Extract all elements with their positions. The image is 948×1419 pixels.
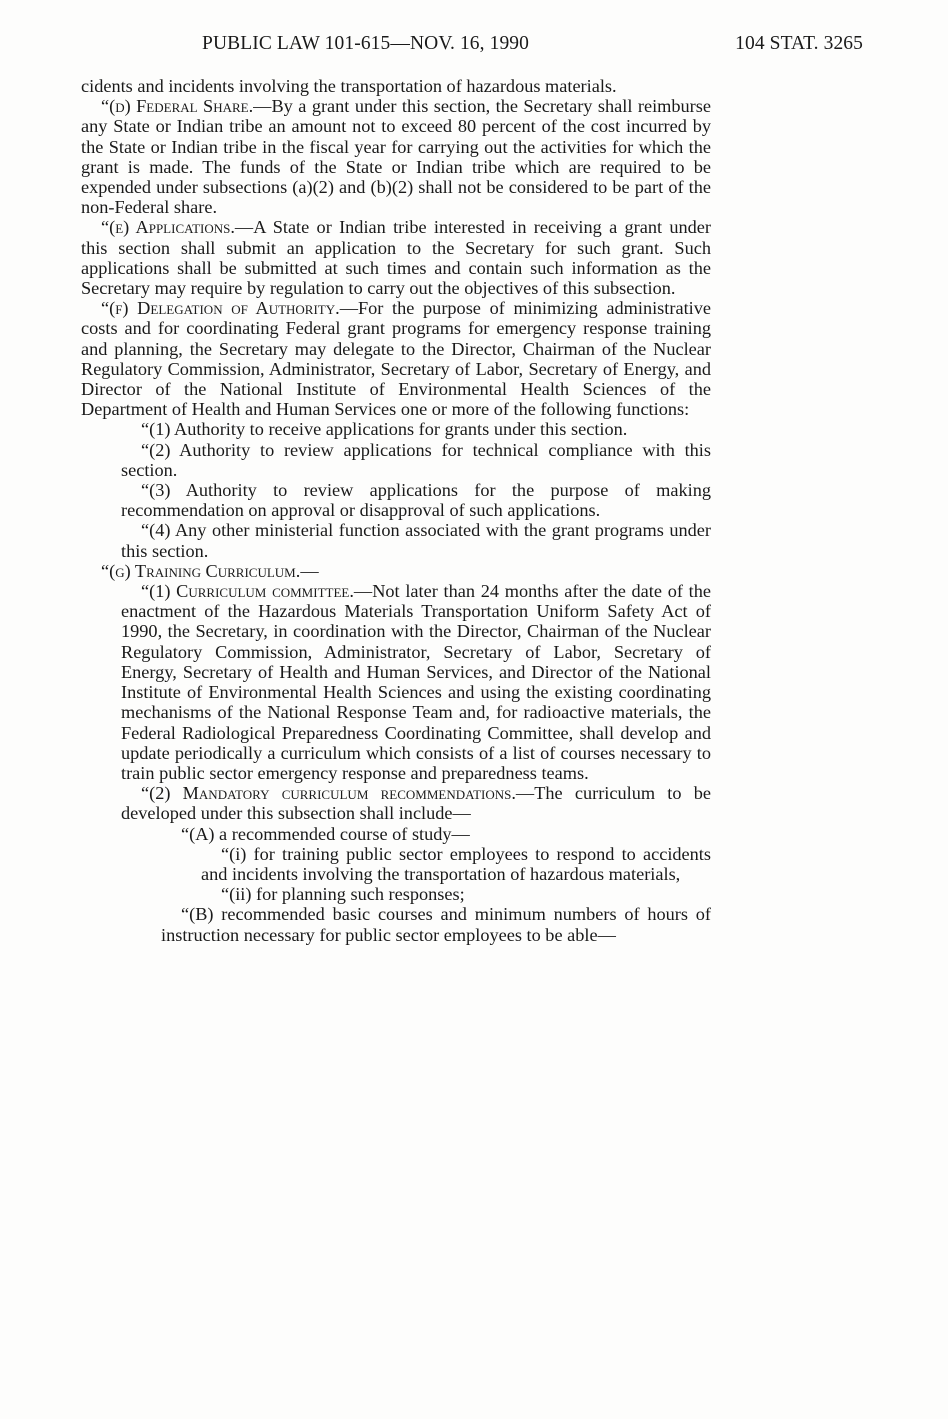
clause-a — [161, 824, 711, 844]
function-item-4 — [121, 520, 711, 560]
paragraph-text: “(4) Any other ministerial function associated with the grant programs under this section. — [121, 520, 711, 561]
paragraph-heading: “(g) Training Curriculum. — [101, 560, 301, 581]
paragraph-heading: “(e) Applications. — [101, 217, 235, 238]
paragraph-text: “(1) Authority to receive applications for grants under this section. — [141, 419, 628, 440]
paragraph-heading: “(d) Federal Share. — [101, 96, 254, 117]
paragraph-text: “(i) for training public sector employees to respond to accidents and incidents involving the transportation of hazardous materials, — [201, 843, 711, 884]
page-header — [0, 33, 948, 59]
paragraph-heading: “(1) Curriculum committee. — [141, 581, 354, 602]
paragraph-training-curriculum — [81, 561, 711, 581]
document-body — [81, 76, 711, 945]
paragraph-curriculum-committee — [121, 581, 711, 783]
paragraph-text: “(A) a recommended course of study— — [181, 823, 470, 844]
paragraph-text: “(2) Authority to review applications for technical compliance with this section. — [121, 439, 711, 480]
function-item-1 — [121, 419, 711, 439]
paragraph-text: “(ii) for planning such responses; — [221, 884, 465, 905]
clause-b — [161, 904, 711, 944]
paragraph-text: —Not later than 24 months after the date of the enactment of the Hazardous Materials Transportation Uniform Safety Act of 1990, the Secretary, in coordination with the Director, Chairman of the Nuclear Regulatory Commission, Administrator, Secretary of Labor, Secretary of Energy, Secretary of Health and Human Services, and Director of the National Institute of Environmental Health Sciences and using the existing coordinating mechanisms of the National Response Team and, for radioactive materials, the Federal Radiological Preparedness Coordinating Committee, shall develop and update periodically a curriculum which consists of a list of courses necessary to train public sector emergency response and preparedness teams. — [121, 581, 711, 783]
paragraph-delegation-of-authority — [81, 298, 711, 419]
paragraph-heading: “(2) Mandatory curriculum recommendations. — [141, 783, 516, 804]
paragraph-text: —By a grant under this section, the Secretary shall reimburse any State or Indian tribe an amount not to exceed 80 percent of the cost incurred by the State or Indian tribe in the fiscal year for carrying out the activities for which the grant is made. The funds of the State or Indian tribe which are required to be expended under subsections (a)(2) and (b)(2) shall not be considered to be part of the non-Federal share. — [81, 96, 711, 218]
paragraph-text: “(3) Authority to review applications for the purpose of making recommendation on approval or disapproval of such applications. — [121, 480, 711, 521]
paragraph-continuation — [81, 76, 711, 96]
paragraph-heading: “(f) Delegation of Authority. — [101, 298, 340, 319]
paragraph-text: —The curriculum to be developed under this subsection shall include— — [121, 783, 712, 824]
paragraph-text: — — [300, 560, 319, 581]
paragraph-applications — [81, 217, 711, 298]
item-i — [201, 844, 711, 884]
item-ii — [201, 884, 711, 904]
paragraph-text: —For the purpose of minimizing administrative costs and for coordinating Federal grant programs for emergency response training and planning, the Secretary may delegate to the Director, Chairman of the Nuclear Regulatory Commission, Administrator, Secretary of Labor, Secretary of Energy, and Director of the National Institute of Environmental Health Sciences of the Department of Health and Human Services one or more of the following functions: — [81, 298, 711, 420]
paragraph-text: —A State or Indian tribe interested in receiving a grant under this section shall submit an application to the Secretary for such grant. Such applications shall be submitted at such times and contain such information as the Secretary may require by regulation to carry out the objectives of this subsection. — [81, 217, 711, 299]
header-stat-citation: 104 STAT. 3265 — [735, 33, 863, 54]
paragraph-mandatory-recommendations — [121, 783, 711, 823]
function-item-2 — [121, 440, 711, 480]
paragraph-text: “(B) recommended basic courses and minimum numbers of hours of instruction necessary for public sector employees to be able— — [161, 904, 711, 945]
header-title: PUBLIC LAW 101-615—NOV. 16, 1990 — [202, 33, 530, 54]
paragraph-text: cidents and incidents involving the transportation of hazardous materials. — [81, 76, 617, 96]
function-item-3 — [121, 480, 711, 520]
paragraph-federal-share — [81, 96, 711, 217]
